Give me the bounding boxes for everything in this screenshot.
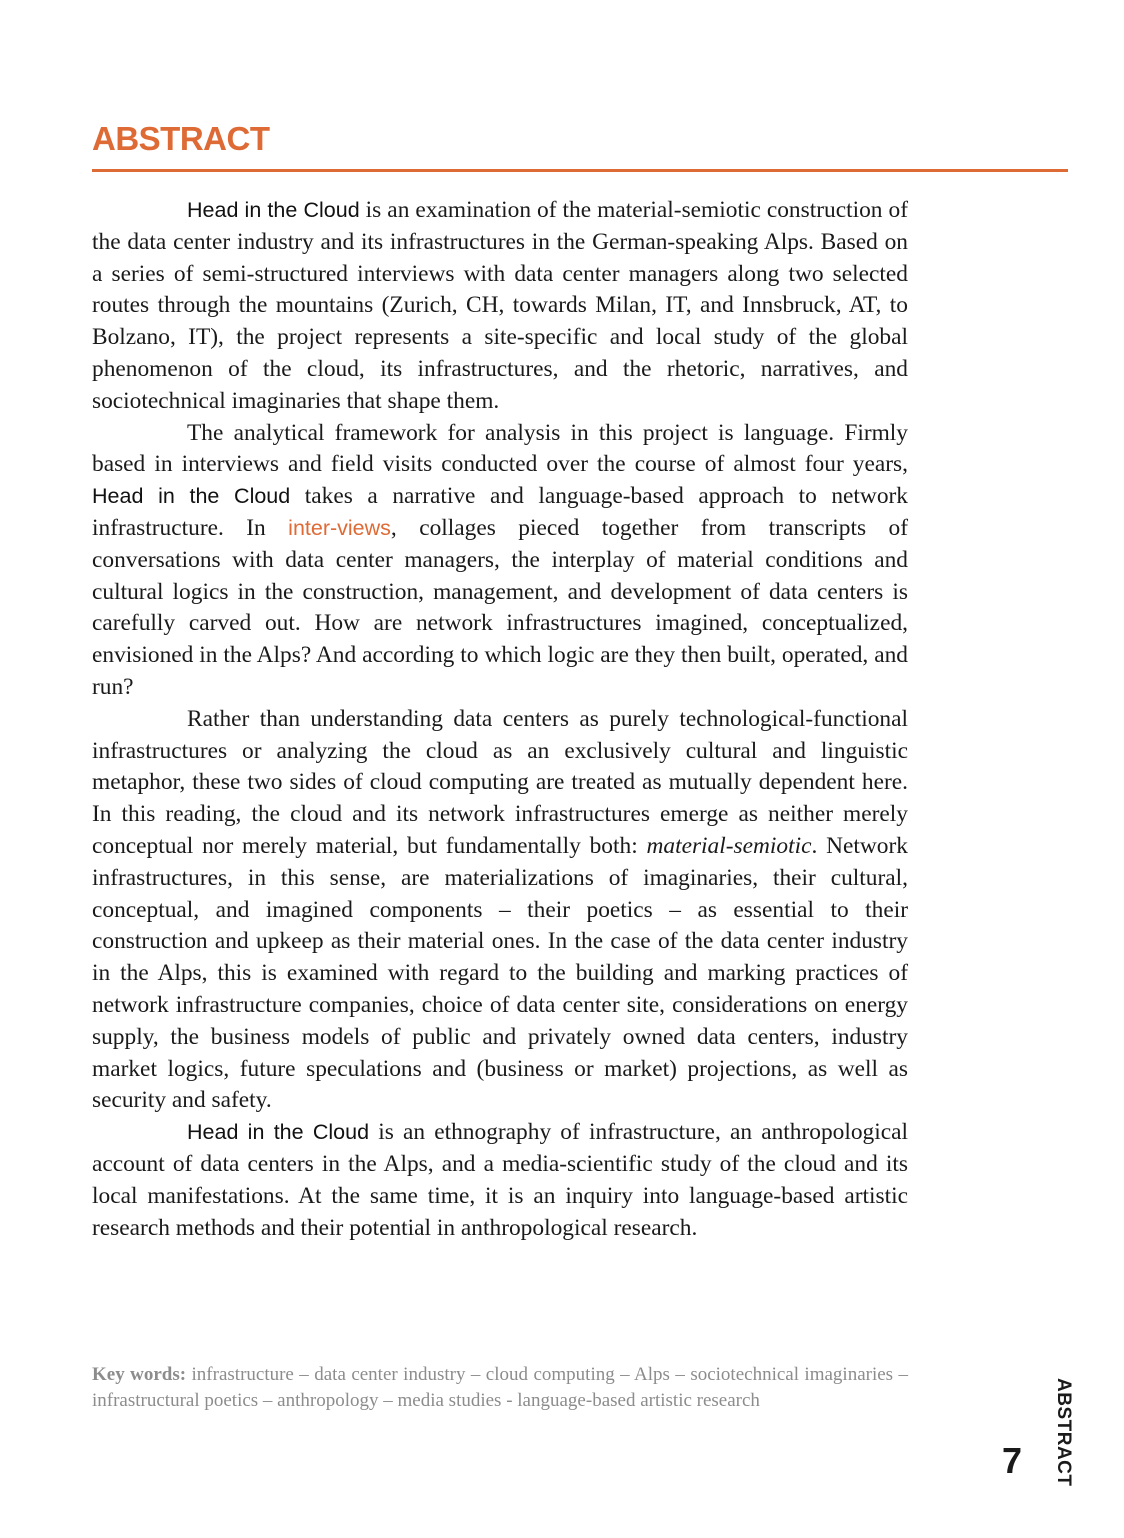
page-number: 7	[1002, 1440, 1023, 1481]
paragraph-1	[92, 195, 908, 418]
paragraph-text: , collages pieced together from transcripts of conversations with data center managers, the interplay of material conditions and cultural logics in the construction, management, and development of data centers is carefully carved out. How are network infrastructures imagined, conceptualized, envisioned in the Alps? And according to which logic are they then built, operated, and run?	[92, 514, 908, 700]
book-title-reference: Head in the Cloud	[92, 484, 291, 509]
keywords	[92, 1362, 908, 1414]
book-title-reference: Head in the Cloud	[187, 198, 360, 222]
inter-views-reference: inter-views	[288, 515, 391, 540]
paragraph-text: is an examination of the material-semiotic construction of the data center industry and its infrastructures in the German-speaking Alps. Based on a series of semi-structured interviews with data center managers along two selected routes through the mountains (Zurich, CH, towards Milan, IT, and Innsbruck, AT, to Bolzano, IT), the project represents a site-specific and local study of the global phenomenon of the cloud, its infrastructures, and the rhetoric, narratives, and sociotechnical imaginaries that shape them.	[92, 197, 908, 414]
section-side-label: ABSTRACT	[1053, 1378, 1074, 1487]
abstract-body	[92, 195, 908, 1244]
paragraph-4	[92, 1117, 908, 1244]
keywords-list: infrastructure – data center industry – cloud computing – Alps – sociotechnical imaginaries – infrastructural poetics – anthropology – media studies - language-based artistic research	[92, 1364, 908, 1411]
paragraph-3	[92, 704, 908, 1117]
heading-rule	[92, 169, 1068, 172]
italic-term: material-semiotic	[646, 832, 812, 859]
paragraph-2	[92, 418, 908, 704]
paragraph-text: The analytical framework for analysis in this project is language. Firmly based in interviews and field visits conducted over the course of almost four years,	[92, 419, 908, 478]
paragraph-text: takes a narrative and language-based approach to network infrastructure. In	[92, 483, 908, 541]
book-title-reference: Head in the Cloud	[187, 1120, 370, 1145]
keywords-label: Key words:	[92, 1364, 187, 1385]
page-heading: ABSTRACT	[92, 120, 270, 157]
paragraph-text: Rather than understanding data centers as purely technological-functional infrastructures or analyzing the cloud as an exclusively cultural and linguistic metaphor, these two sides of cloud computing are treated as mutually dependent here. In this reading, the cloud and its network infrastructures emerge as neither merely conceptual nor merely material, but fundamentally both:	[92, 705, 908, 859]
paragraph-text: is an ethnography of infrastructure, an anthropological account of data centers in the Alps, and a media-scientific study of the cloud and its local manifestations. At the same time, it is an inquiry into language-based artistic research methods and their potential in anthropological research.	[92, 1119, 908, 1241]
paragraph-text: . Network infrastructures, in this sense, are materializations of imaginaries, their cultural, conceptual, and imagined components – their poetics – as essential to their construction and upkeep as their material ones. In the case of the data center industry in the Alps, this is examined with regard to the building and marking practices of network infrastructure companies, choice of data center site, considerations on energy supply, the business models of public and privately owned data centers, industry market logics, future speculations and (business or market) projections, as well as security and safety.	[92, 832, 908, 1114]
